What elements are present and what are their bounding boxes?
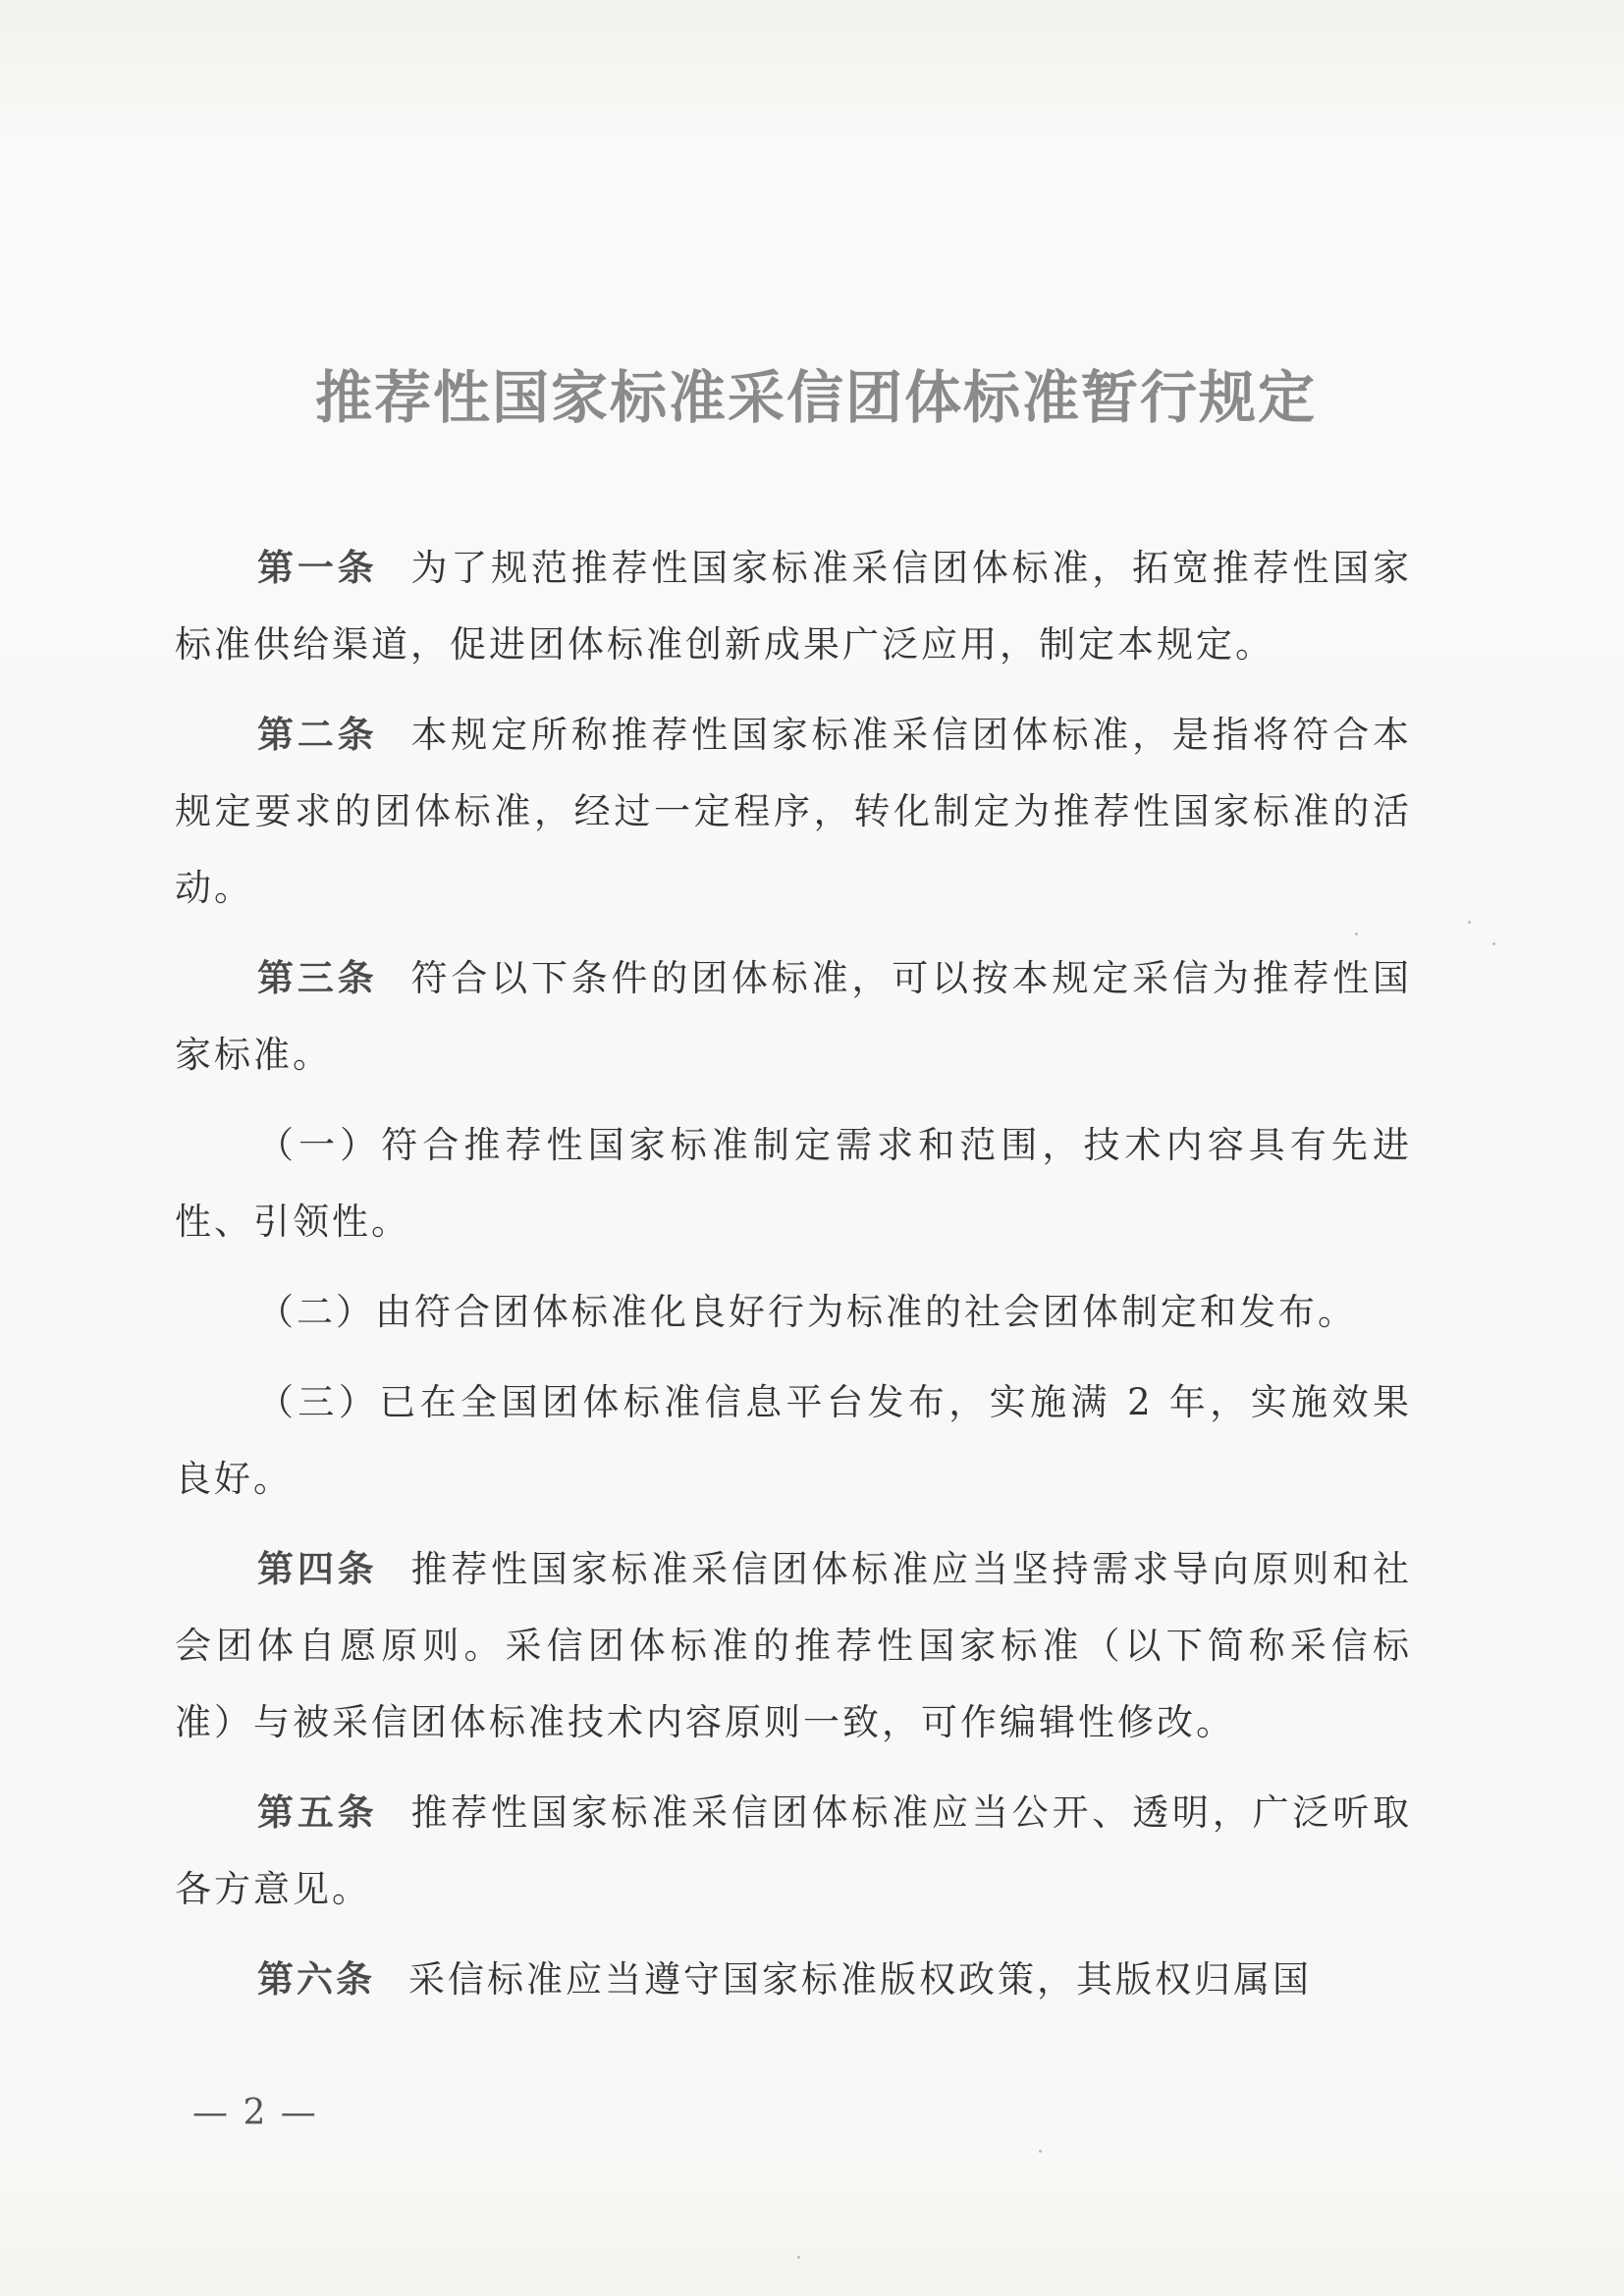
article-heading: 第二条: [257, 714, 378, 756]
condition-item-1: [175, 1107, 1412, 1260]
condition-text: （三）已在全国团体标准信息平台发布，实施满 2 年，实施效果良好。: [175, 1381, 1412, 1500]
article-heading: 第五条: [257, 1791, 378, 1834]
article-heading: 第四条: [257, 1548, 378, 1590]
condition-text: （一）符合推荐性国家标准制定需求和范围，技术内容具有先进性、引领性。: [175, 1124, 1412, 1243]
article-text: 推荐性国家标准采信团体标准应当坚持需求导向原则和社会团体自愿原则。采信团体标准的推荐性国家标准（以下简称采信标准）与被采信团体标准技术内容原则一致，可作编辑性修改。: [175, 1548, 1413, 1743]
article-text: 本规定所称推荐性国家标准采信团体标准，是指将符合本规定要求的团体标准，经过一定程序，转化制定为推荐性国家标准的活动。: [175, 714, 1413, 909]
condition-item-3: [175, 1364, 1412, 1518]
article-text: 为了规范推荐性国家标准采信团体标准，拓宽推荐性国家标准供给渠道，促进团体标准创新成果广泛应用，制定本规定。: [175, 547, 1413, 666]
page-number: — 2 —: [192, 2093, 318, 2133]
scan-speck: [1468, 921, 1471, 924]
scan-speck: [797, 2256, 800, 2259]
article-heading: 第三条: [257, 957, 378, 999]
article-text: 采信标准应当遵守国家标准版权政策，其版权归属国: [408, 1958, 1312, 2001]
scan-speck: [1039, 2150, 1042, 2153]
article-text: 符合以下条件的团体标准，可以按本规定采信为推荐性国家标准。: [175, 957, 1413, 1076]
condition-text: （二）由符合团体标准化良好行为标准的社会团体制定和发布。: [257, 1291, 1357, 1333]
article-heading: 第六条: [257, 1958, 375, 2001]
article-6: [175, 1942, 1412, 2018]
document-title: 推荐性国家标准采信团体标准暂行规定: [314, 364, 1317, 431]
article-text: 推荐性国家标准采信团体标准应当公开、透明，广泛听取各方意见。: [175, 1791, 1413, 1910]
condition-item-2: [175, 1274, 1412, 1351]
article-2: [175, 697, 1412, 927]
article-4: [175, 1531, 1412, 1761]
scan-speck: [1355, 933, 1358, 935]
article-5: [175, 1775, 1412, 1928]
article-heading: 第一条: [257, 547, 378, 589]
article-3: [175, 940, 1412, 1094]
document-body: [175, 530, 1412, 2032]
scan-speck: [1492, 942, 1495, 945]
article-1: [175, 530, 1412, 683]
